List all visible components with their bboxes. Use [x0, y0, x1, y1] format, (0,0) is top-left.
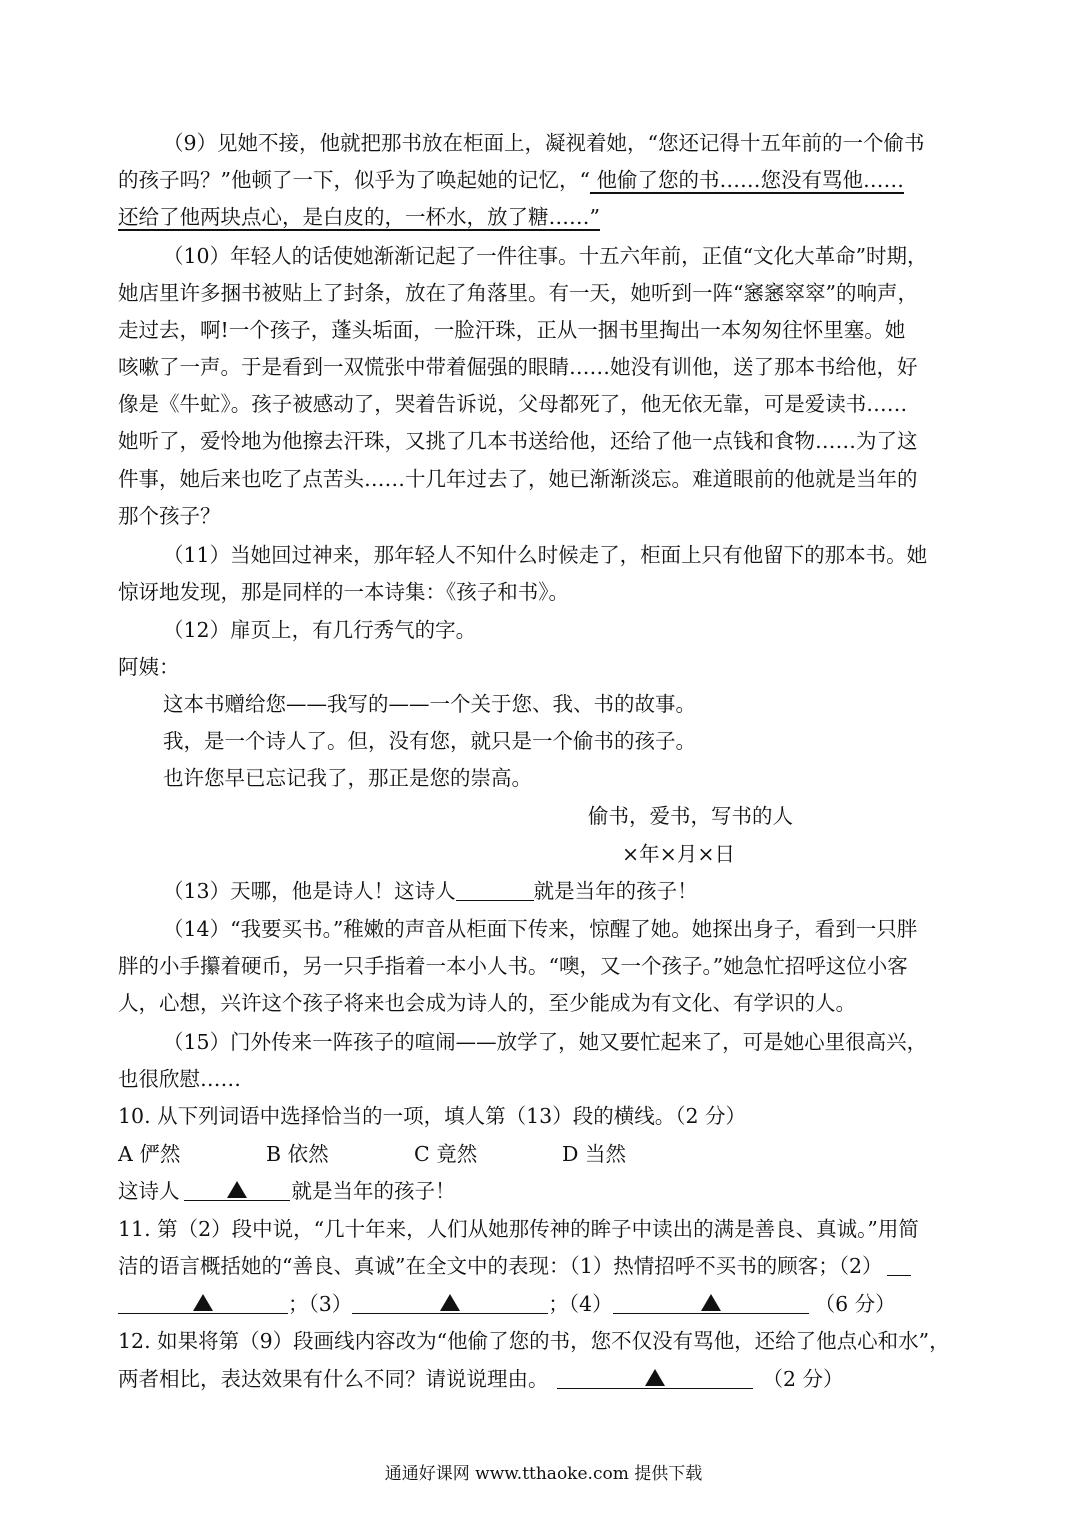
question-12-text: 两者相比，表达效果有什么不同？请说说理由。 — [118, 1367, 549, 1391]
question-12-line-2 — [118, 1364, 844, 1394]
paragraph-13-before: （13）天哪，他是诗人！这诗人 — [163, 879, 456, 903]
question-11-text: 洁的语言概括她的“善良、真诚”在全文中的表现：（1）热情招呼不买书的顾客；（2） — [118, 1254, 883, 1278]
question-11-sep-4: ；（4） — [548, 1292, 613, 1316]
underlined-passage-line-3: 还给了他两块点心，是白皮的，一杯水，放了糖……” — [118, 205, 600, 229]
option-a: A 俨然 — [118, 1142, 181, 1166]
paragraph-9-line-2 — [118, 165, 904, 195]
question-11-line-1: 11. 第（2）段中说，“几十年来，人们从她那传神的眸子中读出的满是善良、真诚。”用简 — [118, 1217, 919, 1241]
paragraph-14-line: （14）“我要买书。”稚嫩的声音从柜面下传来，惊醒了她。她探出身子，看到一只胖 — [163, 917, 918, 941]
question-10-fill — [118, 1176, 456, 1206]
question-10-fill-after: 就是当年的孩子！ — [291, 1179, 456, 1203]
paragraph-14-line: 胖的小手攥着硬币，另一只手指着一本小人书。“噢，又一个孩子。”她急忙招呼这位小客 — [118, 954, 908, 978]
paragraph-13 — [163, 876, 698, 906]
paragraph-13-after: 就是当年的孩子！ — [533, 879, 698, 903]
letter-salutation: 阿姨： — [118, 655, 180, 679]
underlined-passage: 他偷了您的书……您没有骂他…… — [589, 168, 904, 192]
paragraph-10-line: 咳嗽了一声。于是看到一双慌张中带着倔强的眼睛……她没有训他，送了那本书给他，好 — [118, 355, 918, 379]
question-11-score: （6 分） — [814, 1292, 896, 1316]
question-12-line-1: 12. 如果将第（9）段画线内容改为“他偷了您的书，您不仅没有骂他，还给了他点心和水”， — [118, 1329, 950, 1353]
letter-line-3: 也许您早已忘记我了，那正是您的崇高。 — [163, 766, 532, 790]
question-11-sep-3: ；（3） — [288, 1292, 353, 1316]
question-11-line-2 — [118, 1251, 911, 1281]
question-12-score: （2 分） — [762, 1367, 844, 1391]
question-11-line-3 — [118, 1289, 896, 1319]
paragraph-15-line: （15）门外传来一阵孩子的喧闹——放学了，她又要忙起来了，可是她心里很高兴， — [163, 1030, 928, 1054]
paragraph-9-text: 的孩子吗？”他顿了一下，似乎为了唤起她的记忆，“ — [118, 168, 590, 192]
paragraph-13-blank — [456, 878, 534, 901]
answer-blank-triangle-icon[interactable] — [184, 1178, 290, 1201]
answer-blank-3-triangle-icon[interactable] — [352, 1291, 548, 1314]
paragraph-15-line: 也很欣慰…… — [118, 1067, 241, 1091]
letter-date: ×年×月×日 — [622, 842, 736, 866]
paragraph-10-line: （10）年轻人的话使她渐渐记起了一件往事。十五六年前，正值“文化大革命”时期， — [163, 244, 928, 268]
question-10-fill-before: 这诗人 — [118, 1179, 180, 1203]
paragraph-10-line: 走过去，啊!一个孩子，蓬头垢面，一脸汗珠，正从一捆书里掏出一本匆匆往怀里塞。她 — [118, 318, 906, 342]
option-c: C 竟然 — [414, 1142, 478, 1166]
answer-blank-2-start[interactable] — [887, 1253, 911, 1276]
answer-blank-triangle-icon[interactable] — [557, 1366, 753, 1389]
option-d: D 当然 — [562, 1142, 626, 1166]
paragraph-11-line: （11）当她回过神来，那年轻人不知什么时候走了，柜面上只有他留下的那本书。她 — [163, 543, 928, 567]
question-10-options — [118, 1139, 626, 1169]
paragraph-11-line: 惊讶地发现，那是同样的一本诗集：《孩子和书》。 — [118, 580, 569, 604]
answer-blank-2-triangle-icon[interactable] — [118, 1291, 288, 1314]
paragraph-10-line: 那个孩子？ — [118, 504, 221, 528]
paragraph-14-line: 人，心想，兴许这个孩子将来也会成为诗人的，至少能成为有文化、有学识的人。 — [118, 991, 856, 1015]
answer-blank-4-triangle-icon[interactable] — [613, 1291, 809, 1314]
paragraph-12: （12）扉页上，有几行秀气的字。 — [163, 618, 477, 642]
letter-line-2: 我，是一个诗人了。但，没有您，就只是一个偷书的孩子。 — [163, 729, 696, 753]
paragraph-10-line: 她店里许多捆书被贴上了封条，放在了角落里。有一天，她听到一阵“窸窸窣窣”的响声， — [118, 281, 918, 305]
letter-line-1: 这本书赠给您——我写的——一个关于您、我、书的故事。 — [163, 692, 696, 716]
paragraph-10-line: 件事，她后来也吃了点苦头……十几年过去了，她已渐渐淡忘。难道眼前的他就是当年的 — [118, 467, 918, 491]
paragraph-10-line: 她听了，爱怜地为他擦去汗珠，又挑了几本书送给他，还给了他一点钱和食物……为了这 — [118, 429, 918, 453]
paragraph-10-line: 像是《牛虻》。孩子被感动了，哭着告诉说，父母都死了，他无依无靠，可是爱读书…… — [118, 392, 908, 416]
option-b: B 依然 — [266, 1142, 329, 1166]
paragraph-9-line-1: （9）见她不接，他就把那书放在柜面上，凝视着她，“您还记得十五年前的一个偷书 — [163, 131, 925, 155]
page-footer: 通通好课网 www.tthaoke.com 提供下载 — [384, 1464, 703, 1484]
letter-signature: 偷书，爱书，写书的人 — [588, 804, 793, 828]
question-10-stem: 10. 从下列词语中选择恰当的一项，填人第（13）段的横线。（2 分） — [118, 1104, 747, 1128]
